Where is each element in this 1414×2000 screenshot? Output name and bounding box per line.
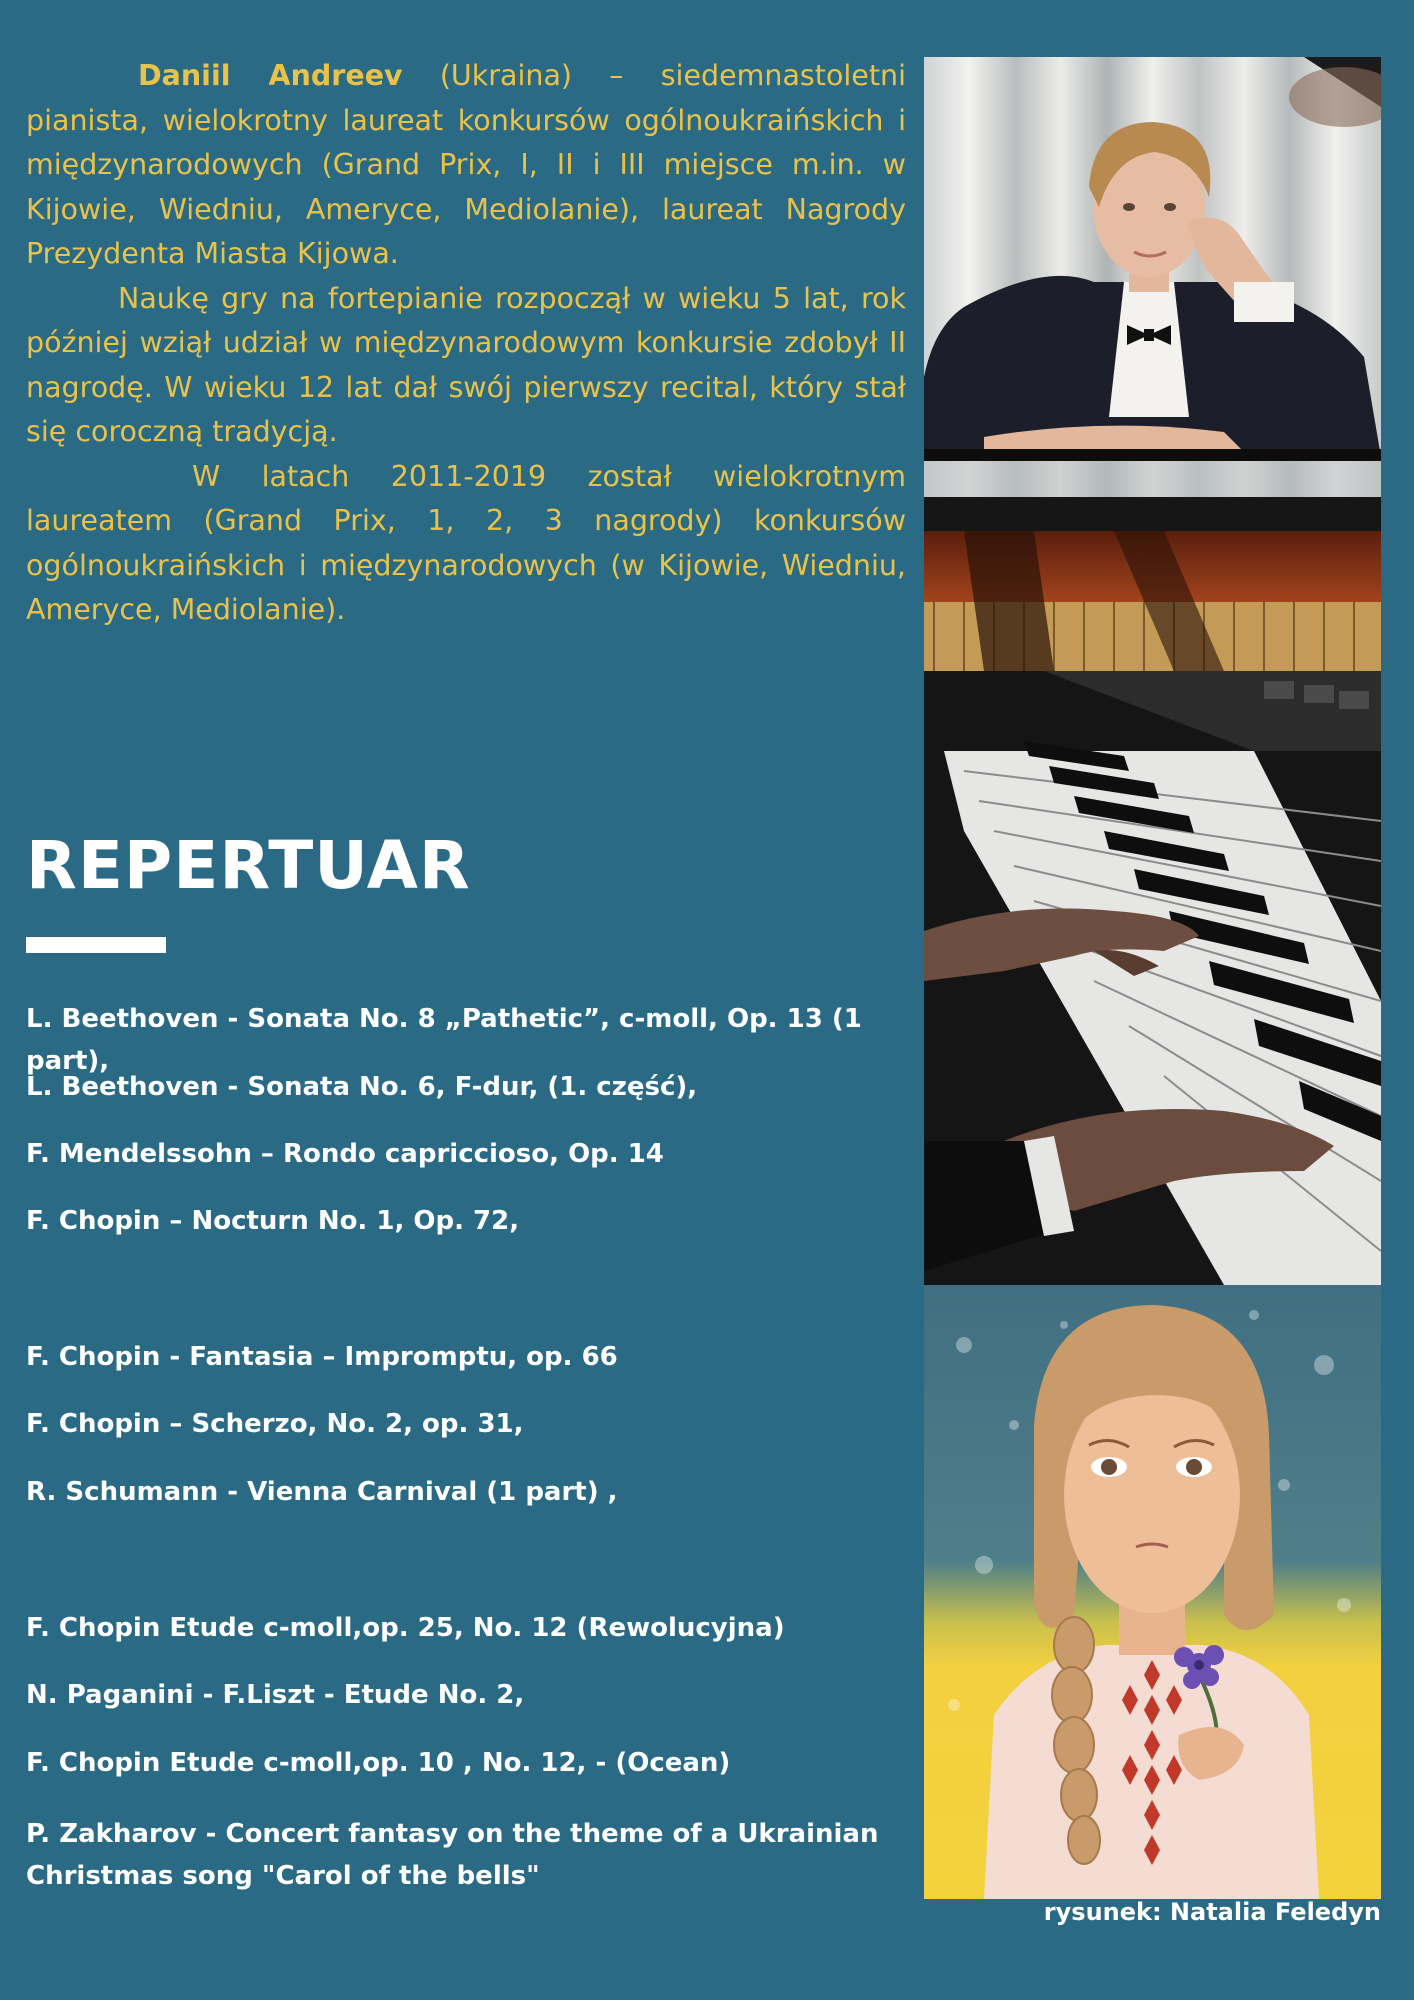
repertoire-item: L. Beethoven - Sonata No. 8 „Pathetic”, c-moll, Op. 13 (1 part),: [26, 1004, 862, 1076]
repertoire-item: F. Mendelssohn – Rondo capriccioso, Op. 14: [26, 1139, 664, 1169]
pianist-portrait-photo: [924, 57, 1381, 671]
girl-illustration: [924, 1285, 1381, 1899]
repertoire-item: P. Zakharov - Concert fantasy on the theme of a Ukrainian Christmas song "Carol of the bells": [26, 1819, 879, 1891]
repertoire-item: L. Beethoven - Sonata No. 6, F-dur, (1. część),: [26, 1072, 698, 1102]
bio-paragraph-3: W latach 2011-2019 został wielokrotnym laureatem (Grand Prix, 1, 2, 3 nagrody) konkursów ogólnoukraińskich i międzynarodowych (w Kijowie, Wiedniu, Ameryce, Mediolanie).: [26, 459, 906, 626]
repertoire-item: N. Paganini - F.Liszt - Etude No. 2,: [26, 1680, 525, 1710]
heading-underline: [26, 937, 166, 953]
repertoire-item: R. Schumann - Vienna Carnival (1 part) ,: [26, 1477, 618, 1507]
pianist-name: Daniil Andreev: [138, 59, 403, 92]
bio-paragraph-1-text: (Ukraina) – siedemnastoletni pianista, wielokrotny laureat konkursów ogólnoukraińskich i międzynarodowych (Grand Prix, I, II i III miejsce m.in. w Kijowie, Wiedniu, Ameryce, Mediolanie), laureat Nagrody Prezydenta Miasta Kijowa.: [26, 59, 906, 270]
bio-paragraph-1: [26, 54, 906, 277]
illustration-credit: rysunek: Natalia Feledyn: [1043, 1898, 1381, 1926]
repertoire-heading: REPERTUAR: [26, 827, 471, 904]
biography: [26, 54, 906, 633]
repertoire-item: F. Chopin – Scherzo, No. 2, op. 31,: [26, 1409, 524, 1439]
bio-paragraph-2: Naukę gry na fortepianie rozpoczął w wieku 5 lat, rok później wziął udział w międzynarodowym konkursie zdobył II nagrodę. W wieku 12 lat dał swój pierwszy recital, który stał się coroczną tradycją.: [26, 281, 906, 448]
repertoire-item: F. Chopin Etude c-moll,op. 10 , No. 12, - (Ocean): [26, 1748, 731, 1778]
repertoire-item: F. Chopin Etude c-moll,op. 25, No. 12 (Rewolucyjna): [26, 1613, 785, 1643]
piano-hands-photo: [924, 671, 1381, 1285]
repertoire-item: F. Chopin - Fantasia – Impromptu, op. 66: [26, 1342, 618, 1372]
repertoire-item: F. Chopin – Nocturn No. 1, Op. 72,: [26, 1206, 520, 1236]
